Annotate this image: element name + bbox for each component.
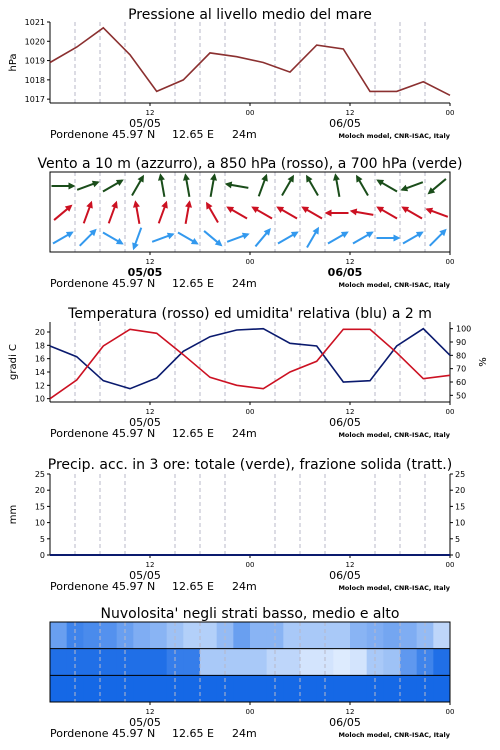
cloud-cell [183, 622, 200, 649]
wind-arrow [400, 182, 423, 191]
wind-arrow [350, 209, 374, 216]
station-elev: 24m [232, 277, 257, 290]
wind-arrow-head [210, 173, 217, 181]
cloud-cell [350, 649, 367, 676]
x-tick-label: 12 [145, 408, 155, 416]
x-tick-label: 12 [145, 109, 155, 117]
cloud-cell [83, 649, 100, 676]
credit: Moloch model, CNR-ISAC, Italy [338, 584, 450, 592]
cloud-cell [250, 622, 267, 649]
wind-arrow [225, 182, 249, 189]
cloud-cell [300, 622, 317, 649]
x-date-label: 06/05 [329, 416, 361, 429]
cloud-cell [200, 649, 217, 676]
wind-arrow-head [325, 210, 332, 217]
wind-arrow [80, 229, 97, 246]
wind-arrow [204, 231, 222, 246]
x-tick-label: 00 [445, 708, 455, 716]
cloud-cell [400, 675, 417, 702]
y-tick-label: 18 [34, 341, 45, 351]
wind-arrow [333, 173, 340, 197]
wind-arrow [251, 207, 272, 219]
temperature-line [50, 329, 450, 398]
y-tick-label: 20 [34, 328, 45, 337]
station-lat: 45.97 N [112, 580, 156, 593]
x-date-label: 05/05 [129, 569, 161, 582]
cloud-cell [100, 675, 117, 702]
wind-arrow-head [183, 173, 190, 181]
wind-arrow [259, 174, 268, 197]
x-tick-label: 12 [345, 708, 355, 716]
panel-title: Temperatura (rosso) ed umidita' relativa (blu) a 2 m [68, 306, 432, 322]
x-date-label: 05/05 [129, 416, 161, 429]
cloud-cell [200, 622, 217, 649]
wind-arrow [159, 201, 168, 224]
panel-3 [8, 306, 489, 440]
wind-arrow [325, 210, 349, 217]
y-tick-label: 16 [34, 354, 45, 364]
station-name: Pordenone [50, 277, 109, 290]
y-tick-label: 10 [34, 518, 45, 528]
wind-arrow-head [133, 200, 140, 208]
cloud-cell [233, 649, 250, 676]
cloud-cell [250, 675, 267, 702]
x-tick-label: 00 [445, 561, 455, 569]
y-tick-label: 1017 [24, 95, 45, 105]
panel-title: Nuvolosita' negli strati basso, medio e alto [100, 606, 400, 622]
wind-arrow [255, 228, 270, 246]
wind-arrow [52, 183, 76, 190]
y-axis-label: gradi C [8, 344, 19, 380]
station-name: Pordenone [50, 580, 109, 593]
cloud-cell [83, 622, 100, 649]
y-axis-label: hPa [8, 53, 19, 72]
pressure-line [50, 28, 450, 96]
y-tick-label: 25 [34, 470, 45, 479]
station-elev: 24m [232, 128, 257, 141]
x-tick-label: 12 [145, 708, 155, 716]
x-tick-label: 12 [345, 258, 355, 266]
y-tick-label: 20 [34, 486, 45, 496]
y-tick-label: 1021 [24, 18, 45, 27]
cloud-cell [150, 622, 167, 649]
credit: Moloch model, CNR-ISAC, Italy [338, 281, 450, 289]
x-date-label: 05/05 [129, 716, 161, 729]
wind-arrow [356, 175, 368, 196]
credit: Moloch model, CNR-ISAC, Italy [338, 431, 450, 439]
cloud-cell [233, 675, 250, 702]
cloud-cell [100, 622, 117, 649]
panel-title: Precip. acc. in 3 ore: totale (verde), frazione solida (tratt.) [47, 457, 453, 473]
humidity-line [50, 329, 450, 389]
station-lon: 12.65 E [172, 427, 214, 440]
wind-arrow [226, 207, 247, 219]
y-tick-label-right: 50 [456, 391, 467, 401]
cloud-cell [50, 649, 67, 676]
y-tick-label: 14 [34, 368, 45, 377]
x-tick-label: 00 [445, 258, 455, 266]
y-tick-label-right: 60 [456, 378, 467, 387]
cloud-cell [150, 649, 167, 676]
y-axis-label-right: % [478, 357, 489, 367]
wind-arrow [377, 235, 401, 242]
station-name: Pordenone [50, 427, 109, 440]
y-tick-label: 10 [34, 394, 45, 404]
wind-arrow [301, 207, 322, 219]
station-name: Pordenone [50, 727, 109, 740]
x-tick-label: 00 [245, 109, 255, 117]
wind-arrow [227, 233, 250, 242]
wind-arrow [77, 181, 100, 190]
panel-5-cells [50, 622, 450, 702]
wind-arrow [103, 233, 124, 245]
wind-arrow [84, 201, 93, 224]
x-date-label: 06/05 [329, 569, 361, 582]
y-tick-label: 1020 [24, 37, 45, 47]
cloud-cell [433, 675, 450, 702]
station-lon: 12.65 E [172, 128, 214, 141]
y-tick-label: 5 [39, 534, 45, 544]
cloud-cell [333, 649, 350, 676]
y-tick-label-right: 100 [456, 324, 472, 334]
cloud-cell [333, 675, 350, 702]
station-lat: 45.97 N [112, 427, 156, 440]
y-tick-label-right: 20 [455, 486, 466, 496]
cloud-cell [150, 675, 167, 702]
wind-arrow [376, 180, 397, 192]
cloud-cell [283, 649, 300, 676]
cloud-cell [383, 649, 400, 676]
x-tick-label: 00 [245, 708, 255, 716]
y-tick-label-right: 10 [455, 518, 466, 528]
x-tick-label: 00 [245, 408, 255, 416]
wind-arrow [306, 175, 318, 196]
cloud-cell [283, 675, 300, 702]
x-tick-label: 00 [445, 109, 455, 117]
y-tick-label-right: 90 [456, 338, 467, 347]
wind-arrow-head [185, 200, 192, 208]
station-name: Pordenone [50, 128, 109, 141]
x-tick-label: 12 [345, 109, 355, 117]
wind-arrow [53, 232, 74, 244]
cloud-cell [300, 649, 317, 676]
y-tick-label-right: 0 [455, 551, 461, 560]
wind-arrow [132, 175, 144, 196]
wind-arrow [428, 179, 446, 194]
y-tick-label-right: 5 [455, 534, 461, 544]
wind-arrow [158, 173, 165, 197]
y-tick-label: 1019 [24, 56, 45, 66]
wind-arrow [307, 227, 319, 248]
cloud-cell [200, 675, 217, 702]
station-lat: 45.97 N [112, 128, 156, 141]
wind-arrow [328, 232, 349, 244]
wind-arrow [109, 201, 118, 224]
cloud-cell [233, 622, 250, 649]
wind-arrow-head [69, 183, 76, 190]
wind-arrow [282, 175, 294, 196]
x-date-label: 06/05 [329, 716, 361, 729]
wind-arrow [178, 233, 199, 245]
cloud-cell [250, 649, 267, 676]
cloud-cell [133, 622, 150, 649]
station-elev: 24m [232, 427, 257, 440]
wind-arrow [353, 232, 374, 244]
y-tick-label: 1018 [24, 75, 45, 85]
cloud-cell [50, 675, 67, 702]
station-elev: 24m [232, 580, 257, 593]
x-tick-label: 00 [245, 561, 255, 569]
cloud-cell [350, 622, 367, 649]
cloud-cell [400, 649, 417, 676]
x-date-label: 06/05 [327, 266, 363, 279]
wind-arrow [185, 200, 192, 224]
cloud-cell [383, 622, 400, 649]
station-lat: 45.97 N [112, 277, 156, 290]
x-tick-label: 12 [145, 258, 155, 266]
credit: Moloch model, CNR-ISAC, Italy [338, 731, 450, 739]
cloud-cell [133, 675, 150, 702]
wind-arrow [183, 173, 190, 197]
panel-1 [8, 7, 454, 141]
cloud-cell [400, 622, 417, 649]
wind-arrow [206, 202, 218, 223]
x-tick-label: 12 [345, 561, 355, 569]
y-tick-label: 0 [39, 551, 45, 560]
station-lat: 45.97 N [112, 727, 156, 740]
station-lon: 12.65 E [172, 580, 214, 593]
x-date-label: 05/05 [127, 266, 163, 279]
cloud-cell [83, 675, 100, 702]
y-tick-label-right: 80 [456, 351, 467, 361]
wind-arrow [278, 232, 299, 244]
x-tick-label: 12 [345, 408, 355, 416]
y-tick-label-right: 25 [455, 470, 466, 479]
y-axis-label: mm [8, 504, 19, 525]
wind-arrow-head [394, 235, 401, 242]
x-tick-label: 00 [245, 258, 255, 266]
x-tick-label: 12 [145, 561, 155, 569]
cloud-cell [283, 622, 300, 649]
cloud-cell [433, 622, 450, 649]
wind-arrow [430, 229, 447, 246]
x-date-label: 06/05 [329, 117, 361, 130]
cloud-cell [133, 649, 150, 676]
wind-arrow [133, 200, 140, 224]
wind-arrow [401, 207, 422, 219]
cloud-cell [100, 649, 117, 676]
cloud-cell [383, 675, 400, 702]
wind-arrow [403, 232, 424, 244]
plot-frame [50, 172, 450, 252]
panel-2 [37, 156, 462, 290]
wind-arrow [376, 207, 397, 219]
y-tick-label: 15 [34, 502, 45, 512]
panel-4 [8, 457, 465, 593]
wind-arrow [276, 207, 297, 219]
cloud-cell [333, 622, 350, 649]
y-tick-label-right: 15 [455, 502, 466, 512]
wind-arrow [152, 233, 175, 242]
x-date-label: 05/05 [129, 117, 161, 130]
wind-arrow [132, 228, 141, 251]
station-lon: 12.65 E [172, 277, 214, 290]
cloud-cell [300, 675, 317, 702]
cloud-cell [433, 649, 450, 676]
wind-arrow-head [350, 209, 358, 216]
cloud-cell [50, 622, 67, 649]
wind-arrow [103, 180, 124, 192]
cloud-cell [183, 675, 200, 702]
y-tick-label-right: 70 [456, 364, 467, 374]
panel-title: Pressione al livello medio del mare [128, 7, 372, 23]
wind-arrow [425, 208, 448, 217]
x-tick-label: 00 [445, 408, 455, 416]
y-tick-label: 12 [34, 381, 45, 391]
credit: Moloch model, CNR-ISAC, Italy [338, 132, 450, 140]
cloud-cell [183, 649, 200, 676]
station-lon: 12.65 E [172, 727, 214, 740]
wind-arrow [54, 205, 72, 220]
wind-arrow-head [225, 182, 233, 189]
station-elev: 24m [232, 727, 257, 740]
cloud-cell [350, 675, 367, 702]
wind-arrow-head [333, 173, 340, 181]
wind-arrow [210, 173, 217, 197]
wind-arrow-head [158, 173, 165, 181]
panel-title: Vento a 10 m (azzurro), a 850 hPa (rosso), a 700 hPa (verde) [37, 156, 463, 172]
